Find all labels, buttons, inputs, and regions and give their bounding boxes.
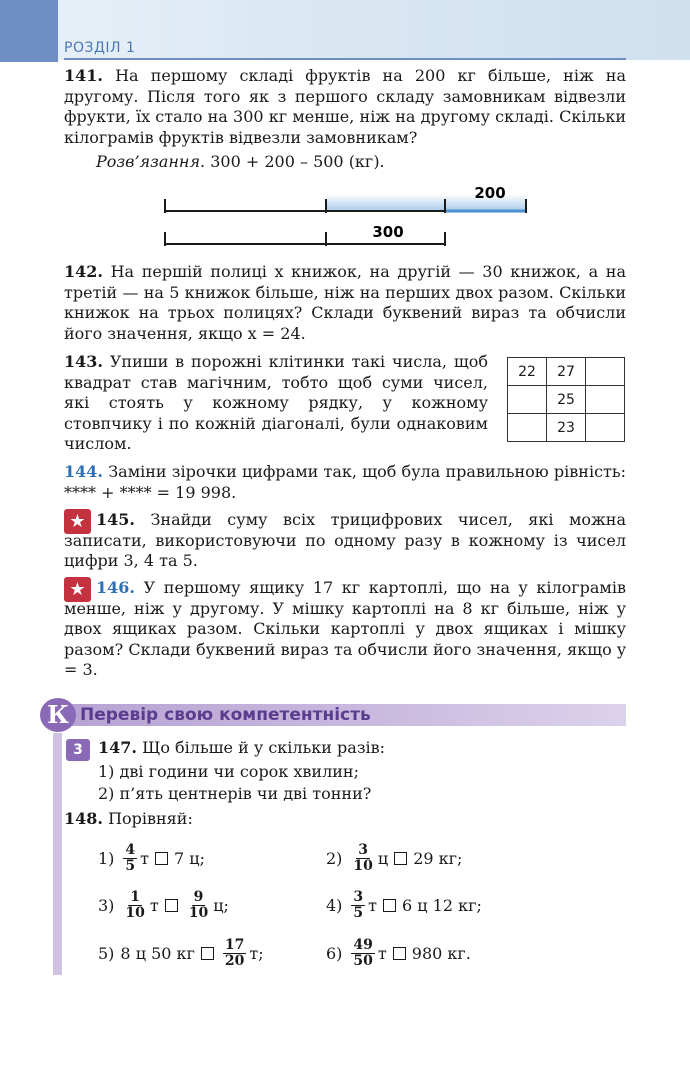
problem-143 xyxy=(64,352,488,455)
magic-square xyxy=(507,357,625,442)
compare-box[interactable] xyxy=(394,852,407,865)
compare-item-6: 6) $\frac{49}{50}$ т 980 кг. xyxy=(326,936,471,969)
solution-141 xyxy=(64,152,626,173)
grid-cell[interactable] xyxy=(508,414,547,442)
fraction: $\frac{3}{10}$ xyxy=(353,841,373,874)
problem-text: На першому складі фруктів на 200 кг більше, ніж на другому. Після того як з першого складу замовникам відвезли фрукти, їх стало на 300 кг менше, ніж на другому складі. Скільки кілограмів фруктів відвезли замовникам? xyxy=(64,66,626,147)
compare-item-3: 3) $\frac{1}{10}$ т $\frac{9}{10}$ ц; xyxy=(98,888,229,921)
problem-147 xyxy=(98,738,618,759)
problem-number: 147. xyxy=(98,738,137,757)
problem-text: Порівняй: xyxy=(108,809,193,828)
compare-box[interactable] xyxy=(165,899,178,912)
problem-146 xyxy=(64,578,626,681)
compare-item-1: 1) $\frac{4}{5}$ т 7 ц; xyxy=(98,841,205,874)
section-rule xyxy=(64,58,626,60)
solution-label: Розв’язання. xyxy=(96,152,206,171)
grid-cell[interactable]: 27 xyxy=(547,358,586,386)
difficulty-3-icon: 3 xyxy=(66,739,90,761)
competence-k-icon: К xyxy=(40,698,76,732)
grid-cell[interactable] xyxy=(586,414,625,442)
solution-expression: 300 + 200 – 500 (кг). xyxy=(210,152,385,171)
problem-147-item: 2) п’ять центнерів чи дві тонни? xyxy=(98,784,372,803)
problem-text: У першому ящику 17 кг картоплі, що на y кілограмів менше, ніж у другому. У мішку картоплі на 8 кг більше, ніж у двох ящиках разом. Скільки картоплі у двох ящиках і мішку разом? Склади буквений вираз та обчисли його значення, якщо y = 3. xyxy=(64,578,626,680)
star-icon: ★ xyxy=(64,577,91,602)
label-300: 300 xyxy=(372,223,404,241)
fraction: $\frac{17}{20}$ xyxy=(224,936,245,969)
problem-number: 146. xyxy=(96,578,135,597)
segment-diagram xyxy=(160,182,530,252)
fraction: $\frac{1}{10}$ xyxy=(125,888,145,921)
label-200: 200 xyxy=(474,184,506,202)
problem-text: Що більше й у скільки разів: xyxy=(142,738,386,757)
problem-145 xyxy=(64,510,626,572)
problem-number: 143. xyxy=(64,352,103,371)
problem-142 xyxy=(64,262,626,344)
compare-item-2: 2) $\frac{3}{10}$ ц 29 кг; xyxy=(326,841,463,874)
grid-cell[interactable] xyxy=(508,386,547,414)
compare-item-5: 5) 8 ц 50 кг $\frac{17}{20}$ т; xyxy=(98,936,264,969)
corner-block xyxy=(0,0,58,62)
problem-text: Заміни зірочки цифрами так, щоб була правильною рівність: **** + **** = 19 998. xyxy=(64,462,626,502)
competence-side-bar xyxy=(53,733,62,975)
grid-cell[interactable]: 25 xyxy=(547,386,586,414)
compare-box[interactable] xyxy=(393,947,406,960)
grid-cell[interactable]: 22 xyxy=(508,358,547,386)
competence-title: Перевір свою компетентність xyxy=(80,705,371,725)
fraction: $\frac{49}{50}$ xyxy=(353,936,373,969)
compare-item-4: 4) $\frac{3}{5}$ т 6 ц 12 кг; xyxy=(326,888,482,921)
problem-text: На першій полиці x книжок, на другій — 30 книжок, а на третій — на 5 книжок більше, ніж на перших двох разом. Скільки книжок на трьох полицях? Склади буквений вираз та обчисли його значення, якщо x = 24. xyxy=(64,262,626,343)
compare-box[interactable] xyxy=(201,947,214,960)
problem-141 xyxy=(64,66,626,148)
grid-cell[interactable]: 23 xyxy=(547,414,586,442)
problem-148 xyxy=(64,809,626,830)
problem-number: 141. xyxy=(64,66,103,85)
fraction: $\frac{3}{5}$ xyxy=(353,888,364,921)
problem-text: Упиши в порожні клітинки такі числа, щоб квадрат став магічним, тобто щоб суми чисел, які стоять у кожному рядку, у кожному стовпчику і по кожній діагоналі, були однаковим числом. xyxy=(64,352,489,454)
grid-cell[interactable] xyxy=(586,386,625,414)
problem-147-item: 1) дві години чи сорок хвилин; xyxy=(98,762,359,781)
grid-cell[interactable] xyxy=(586,358,625,386)
section-label: РОЗДІЛ 1 xyxy=(64,40,136,56)
problem-number: 142. xyxy=(64,262,103,281)
compare-box[interactable] xyxy=(383,899,396,912)
fraction: $\frac{4}{5}$ xyxy=(125,841,136,874)
problem-number: 145. xyxy=(96,510,135,529)
problem-number: 148. xyxy=(64,809,103,828)
compare-box[interactable] xyxy=(155,852,168,865)
star-icon: ★ xyxy=(64,509,91,534)
problem-text: Знайди суму всіх трицифрових чисел, які можна записати, використовуючи по одному разу в кожному із чисел цифри 3, 4 та 5. xyxy=(64,510,626,571)
fraction: $\frac{9}{10}$ xyxy=(188,888,209,921)
problem-number: 144. xyxy=(64,462,103,481)
problem-144 xyxy=(64,462,626,503)
